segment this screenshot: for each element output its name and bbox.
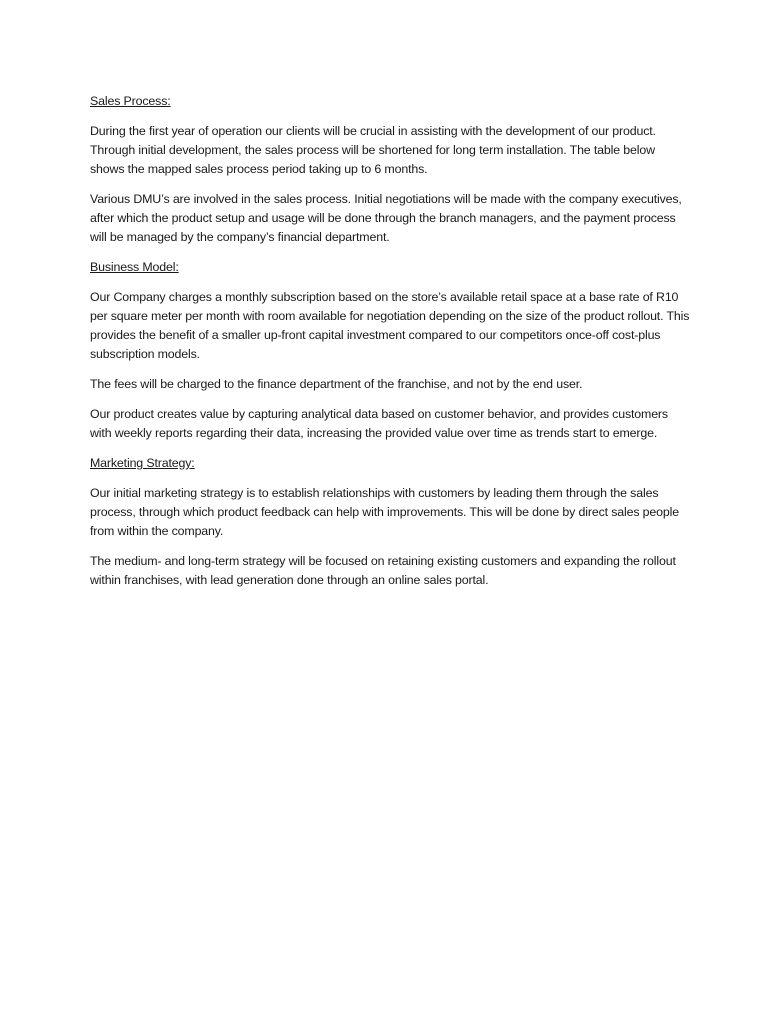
section-heading-sales-process: Sales Process: [90, 94, 171, 108]
section-heading-business-model: Business Model: [90, 260, 179, 274]
paragraph: Our product creates value by capturing analytical data based on customer behavior, and provides customers with weekly reports regarding their data, increasing the provided value over time as trends start to emerge. [90, 407, 668, 440]
paragraph: Our Company charges a monthly subscription based on the store’s available retail space at a base rate of R10 per square meter per month with room available for negotiation depending on the size of the product rollout. This provides the benefit of a smaller up-front capital investment compared to our competitors once-off cost-plus subscription models. [90, 290, 690, 361]
paragraph: Various DMU’s are involved in the sales process. Initial negotiations will be made with the company executives, after which the product setup and usage will be done through the branch managers, and the payment process will be managed by the company’s financial department. [90, 192, 682, 244]
paragraph: The medium- and long-term strategy will be focused on retaining existing customers and expanding the rollout within franchises, with lead generation done through an online sales portal. [90, 554, 676, 587]
paragraph: During the first year of operation our clients will be crucial in assisting with the development of our product. Through initial development, the sales process will be shortened for long term installation. The table below shows the mapped sales process period taking up to 6 months. [90, 124, 656, 176]
paragraph: Our initial marketing strategy is to establish relationships with customers by leading them through the sales process, through which product feedback can help with improvements. This will be done by direct sales people from within the company. [90, 486, 679, 538]
section-heading-marketing-strategy: Marketing Strategy: [90, 456, 195, 470]
paragraph: The fees will be charged to the finance department of the franchise, and not by the end user. [90, 377, 583, 391]
document-body [90, 92, 690, 601]
